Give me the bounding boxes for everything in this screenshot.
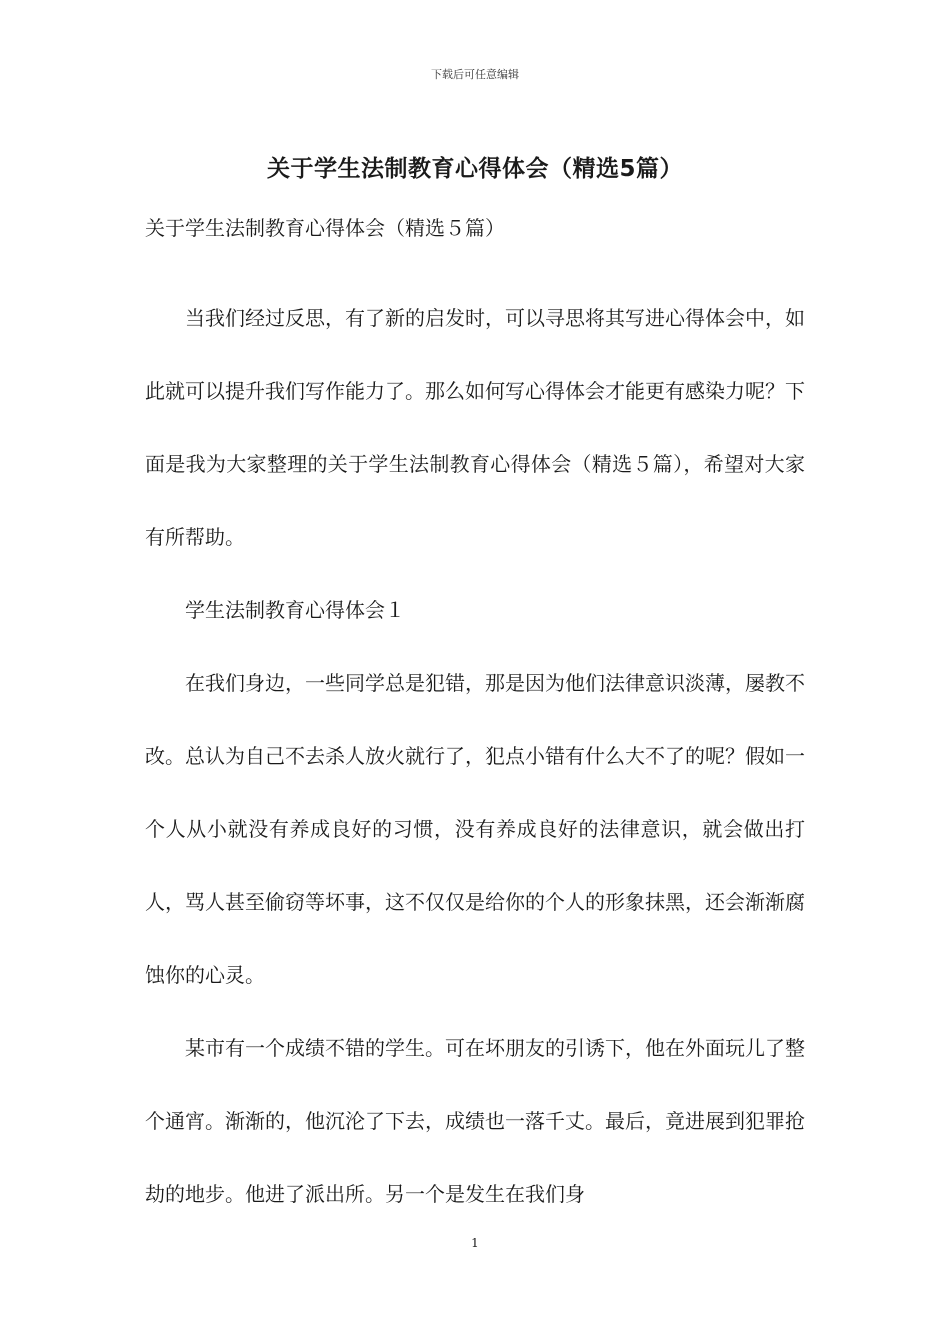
document-subtitle: 关于学生法制教育心得体会（精选５篇） (145, 216, 505, 240)
page-number: 1 (471, 1236, 479, 1250)
body-paragraph: 某市有一个成绩不错的学生。可在坏朋友的引诱下，他在外面玩儿了整个通宵。渐渐的，他沉沦了下去，成绩也一落千丈。最后，竟进展到犯罪抢劫的地步。他进了派出所。另一个是发生在我们身 (145, 1036, 805, 1206)
document-title: 关于学生法制教育心得体会（精选5篇） (266, 156, 683, 182)
body-paragraph: 在我们身边，一些同学总是犯错，那是因为他们法律意识淡薄，屡教不改。总认为自己不去杀人放火就行了，犯点小错有什么大不了的呢？假如一个人从小就没有养成良好的习惯，没有养成良好的法律意识，就会做出打人，骂人甚至偷窃等坏事，这不仅仅是给你的个人的形象抹黑，还会渐渐腐蚀你的心灵。 (145, 671, 805, 987)
section-heading: 学生法制教育心得体会１ (185, 598, 405, 622)
header-note: 下载后可任意编辑 (431, 68, 519, 81)
intro-paragraph: 当我们经过反思，有了新的启发时，可以寻思将其写进心得体会中，如此就可以提升我们写作能力了。那么如何写心得体会才能更有感染力呢？下面是我为大家整理的关于学生法制教育心得体会（精选５篇），希望对大家有所帮助。 (145, 306, 805, 549)
document-body (145, 282, 805, 1231)
